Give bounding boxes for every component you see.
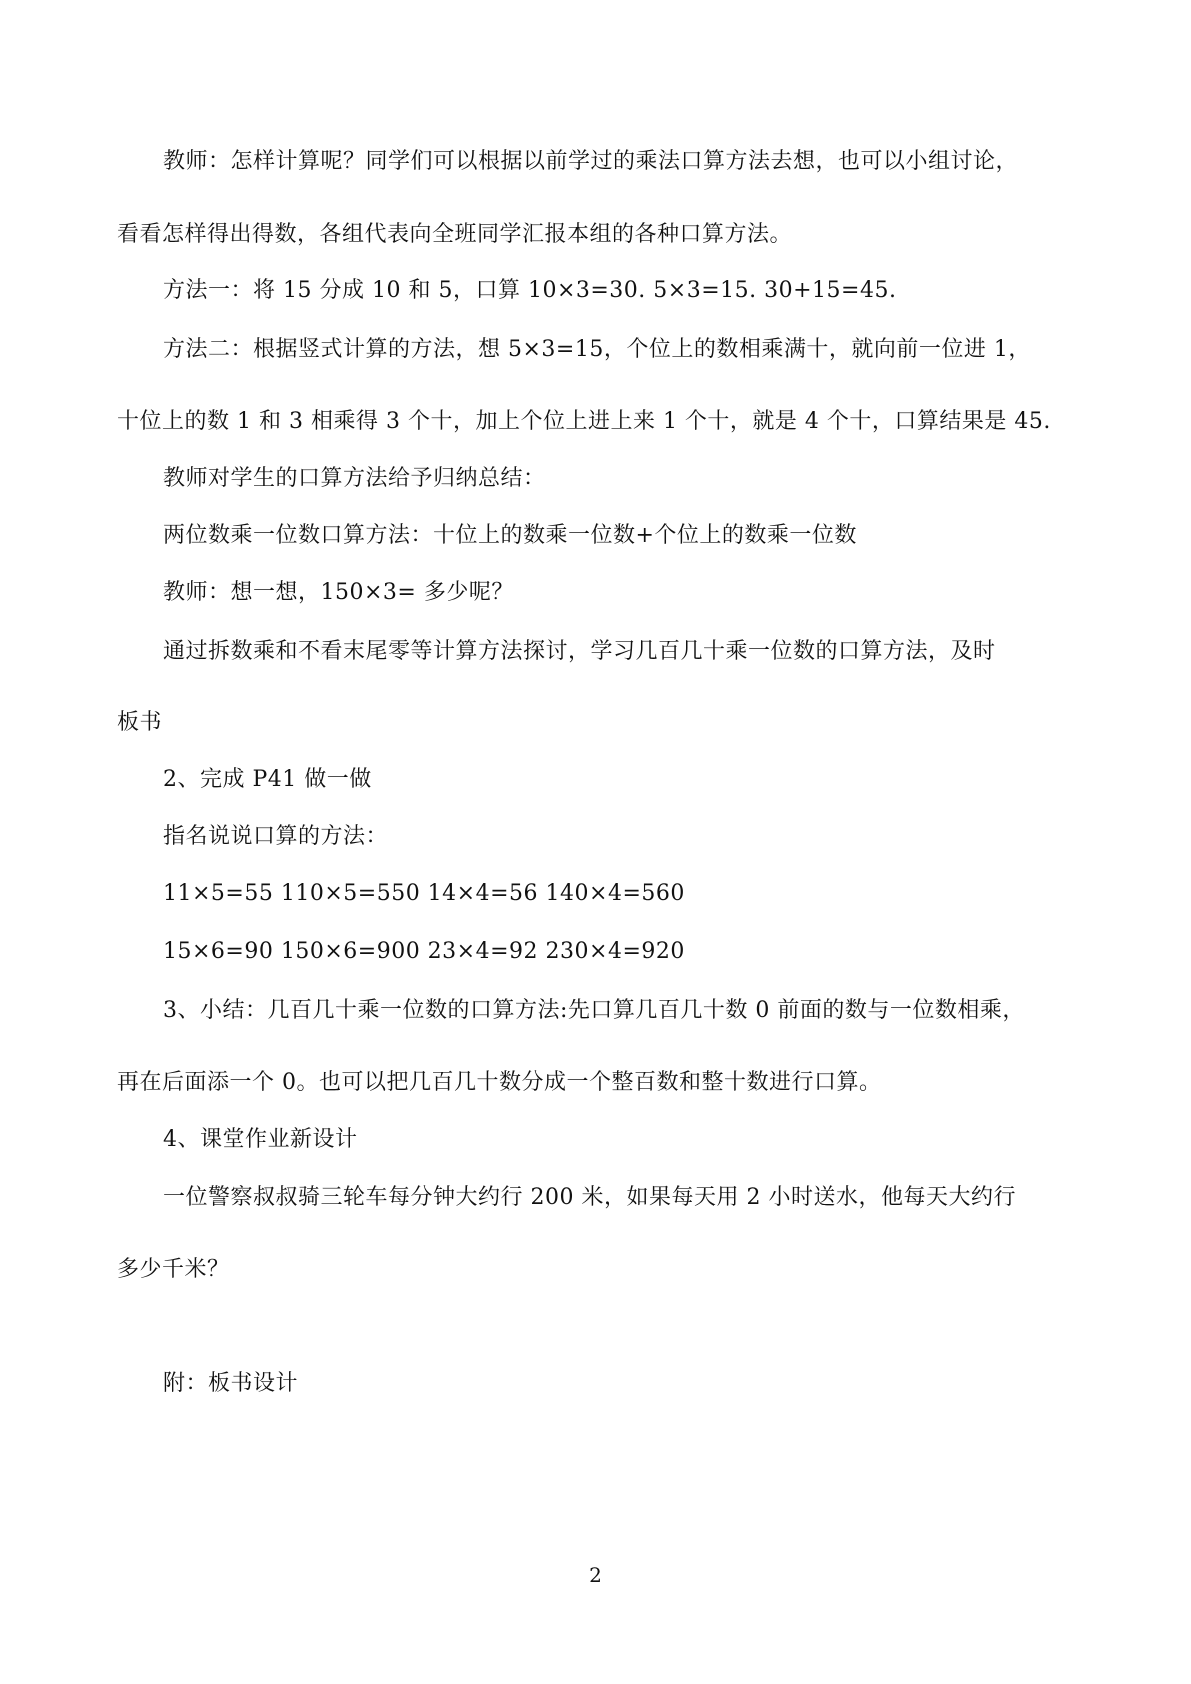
paragraph-line: 教师：怎样计算呢？同学们可以根据以前学过的乘法口算方法去想，也可以小组讨论， bbox=[163, 149, 1019, 174]
paragraph-line: 3、小结：几百几十乘一位数的口算方法:先口算几百几十数 0 前面的数与一位数相乘， bbox=[163, 998, 1025, 1023]
paragraph-line: 方法二：根据竖式计算的方法，想 5×3=15，个位上的数相乘满十，就向前一位进 1， bbox=[163, 337, 1031, 362]
paragraph-line: 板书 bbox=[117, 710, 163, 735]
paragraph-line: 附：板书设计 bbox=[163, 1371, 299, 1396]
paragraph-line: 再在后面添一个 0。也可以把几百几十数分成一个整百数和整十数进行口算。 bbox=[117, 1070, 882, 1095]
paragraph-line: 指名说说口算的方法： bbox=[163, 824, 389, 849]
paragraph-line: 方法一：将 15 分成 10 和 5，口算 10×3=30. 5×3=15. 30+15=45. bbox=[163, 278, 897, 303]
paragraph-line: 通过拆数乘和不看末尾零等计算方法探讨，学习几百几十乘一位数的口算方法，及时 bbox=[163, 639, 996, 664]
paragraph-line: 教师对学生的口算方法给予归纳总结： bbox=[163, 466, 546, 491]
page-number: 2 bbox=[589, 1563, 602, 1587]
paragraph-line: 4、课堂作业新设计 bbox=[163, 1127, 358, 1152]
paragraph-line: 看看怎样得出得数，各组代表向全班同学汇报本组的各种口算方法。 bbox=[117, 222, 793, 247]
equation-line: 15×6=90 150×6=900 23×4=92 230×4=920 bbox=[163, 939, 685, 964]
paragraph-line: 教师：想一想，150×3= 多少呢？ bbox=[163, 580, 514, 605]
paragraph-line: 两位数乘一位数口算方法：十位上的数乘一位数+个位上的数乘一位数 bbox=[163, 523, 857, 548]
paragraph-line: 多少千米？ bbox=[117, 1257, 230, 1282]
paragraph-line: 一位警察叔叔骑三轮车每分钟大约行 200 米，如果每天用 2 小时送水，他每天大约行 bbox=[163, 1185, 1016, 1210]
paragraph-line: 2、完成 P41 做一做 bbox=[163, 767, 372, 792]
paragraph-line: 十位上的数 1 和 3 相乘得 3 个十，加上个位上进上来 1 个十，就是 4 个十，口算结果是 45. bbox=[117, 409, 1051, 434]
equation-line: 11×5=55 110×5=550 14×4=56 140×4=560 bbox=[163, 881, 685, 906]
